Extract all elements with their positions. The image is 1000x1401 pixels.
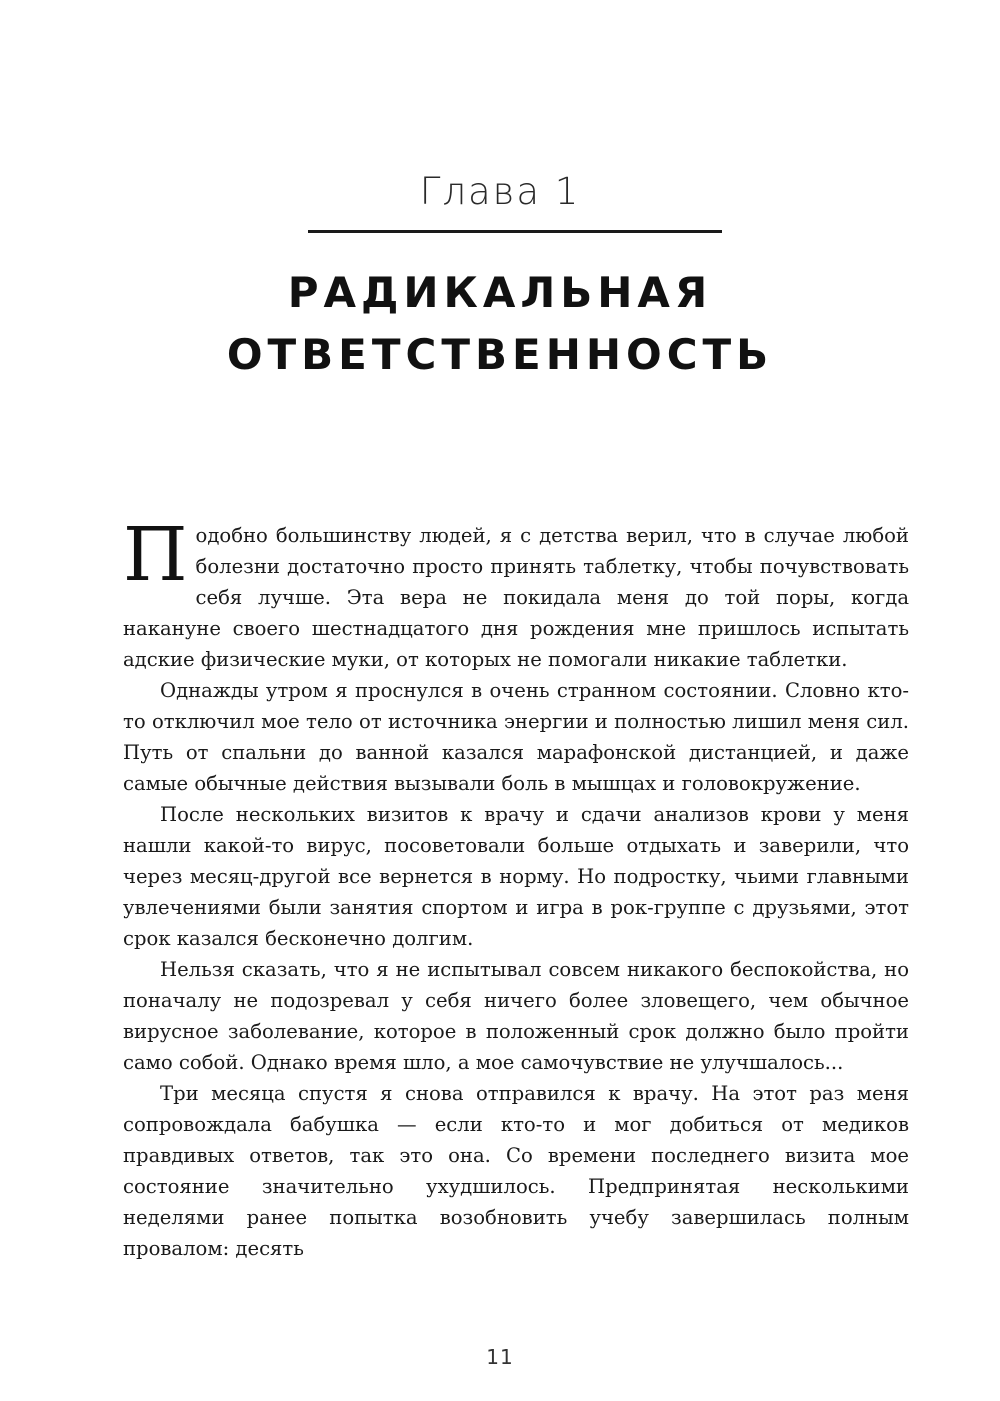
- chapter-divider: [308, 230, 722, 233]
- body-text: [123, 512, 909, 1264]
- chapter-title-line-2: ОТВЕТСТВЕННОСТЬ: [226, 330, 774, 379]
- page-number: 11: [486, 1345, 514, 1369]
- paragraph-1-text: одобно большинству людей, я с детства верил, что в случае любой болезни достаточно просто принять таблетку, чтобы почувствовать себя лучше. Эта вера не покидала меня до той поры, когда накануне своего шестнадцатого дня рождения мне пришлось испытать адские физические муки, от которых не помогали никакие таблетки.: [123, 524, 909, 671]
- chapter-title-line-1: РАДИКАЛЬНАЯ: [287, 268, 713, 317]
- paragraph-1: [123, 512, 909, 675]
- chapter-label: Глава 1: [419, 170, 581, 213]
- paragraph-2: Однажды утром я проснулся в очень странном состоянии. Словно кто-то отключил мое тело от источника энергии и полностью лишил меня сил. Путь от спальни до ванной казался марафонской дистанцией, и даже самые обычные действия вызывали боль в мышцах и головокружение.: [123, 679, 909, 795]
- paragraph-3: После нескольких визитов к врачу и сдачи анализов крови у меня нашли какой-то вирус, посоветовали больше отдыхать и заверили, что через месяц-другой все вернется в норму. Но подростку, чьими главными увлечениями были занятия спортом и игра в рок-группе с друзьями, этот срок казался бесконечно долгим.: [123, 803, 909, 950]
- drop-cap: П: [123, 512, 188, 598]
- paragraph-4: Нельзя сказать, что я не испытывал совсем никакого беспокойства, но поначалу не подозревал у себя ничего более зловещего, чем обычное вирусное заболевание, которое в положенный срок должно было пройти само собой. Однако время шло, а мое самочувствие не улучшалось...: [123, 958, 909, 1074]
- paragraph-5: Три месяца спустя я снова отправился к врачу. На этот раз меня сопровождала бабушка — если кто-то и мог добиться от медиков правдивых ответов, так это она. Со времени последнего визита мое состояние значительно ухудшилось. Предпринятая несколькими неделями ранее попытка возобновить учебу завершилась полным провалом: десять: [123, 1082, 909, 1260]
- chapter-title: [0, 262, 1000, 386]
